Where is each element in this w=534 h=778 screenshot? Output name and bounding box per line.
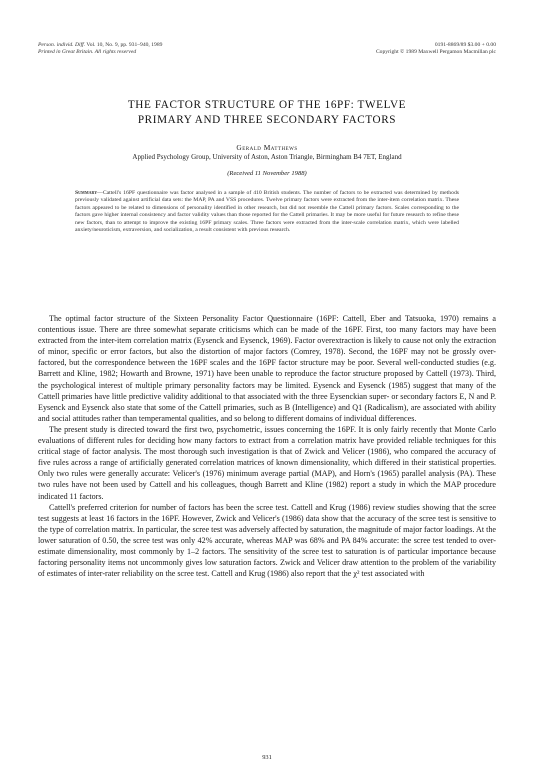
paper-title xyxy=(40,98,494,128)
body-paragraph-2: The present study is directed toward the first two, psychometric, issues concerning the 16PF. It is only fairly recently that Monte Carlo evaluations of different rules for deciding how many factors to extract from a correlation matrix have provided reliable techniques for this critical stage of factor analysis. The most thorough such investigation is that of Zwick and Velicer (1986), who compared the accuracy of five rules across a range of artificially generated correlation matrices of known dimensionality, which differed in their statistical properties. Only two rules were generally accurate: Velicer's (1976) minimum average partial (MAP), and Horn's (1965) parallel analysis (PA). These two rules have not been used by Cattell and his colleagues, though Barrett and Kline (1982) report a study in which the MAP procedure indicated 11 factors. xyxy=(38,424,496,501)
journal-volume: Vol. 10, No. 9, pp. 931–940, 1989 xyxy=(85,42,163,48)
printed-notice: Printed in Great Britain. All rights reserved xyxy=(38,49,137,55)
journal-header-right xyxy=(376,42,496,56)
body-paragraph-1: The optimal factor structure of the Sixteen Personality Factor Questionnaire (16PF: Cattell, Eber and Tatsuoka, 1970) remains a contentious issue. There are three somewhat separate criticisms which can be made of the 16PF. First, too many factors may have been extracted from the inter-item correlation matrix (Eysenck and Eysenck, 1969). Factor overextraction is likely to cause not only the extraction of minor, specific or error factors, but also the distortion of major factors (Comrey, 1978). Second, the 16PF may not be grossly over-factored, but the correspondence between the 16PF scales and the 16PF factor structure may be poor. Several well-conducted studies (e.g. Barrett and Kline, 1982; Howarth and Browne, 1971) have been unable to reproduce the factor structure proposed by Cattell (1973). Third, the psychological interest of multiple primary personality factors may be limited. Eysenck and Eysenck (1985) suggest that many of the Cattell primaries have little predictive validity additional to that associated with the three Eysenckian super- or secondary factors E, N and P. Eysenck and Eysenck also state that some of the Cattell primaries, such as B (Intelligence) and Q1 (Radicalism), are associated with ability and social attitudes rather than temperamental qualities, and so belong to different domains of individual differences. xyxy=(38,314,496,423)
author-affiliation: Applied Psychology Group, University of Aston, Aston Triangle, Birmingham B4 7ET, England xyxy=(132,153,402,161)
abstract-text: —Cattell's 16PF questionnaire was factor analysed in a sample of 410 British students. The number of factors to be extracted was determined by methods previously validated against artificial data sets: the MAP, PA and VSS procedures. Twelve primary factors were extracted from the inter-item correlation matrix. These factors appeared to be related to dimensions of personality identified in other research, but did not resemble the Cattell primary factors. Scales corresponding to the factors gave higher internal consistency and factor validity values than those reported for the Cattell primaries. It may be more useful for future research to refine these new factors, than to attempt to improve the existing 16PF primary scales. Three factors were extracted from the inter-scale correlation matrix, which were labelled anxiety/neuroticism, extraversion, and socialization, a result consistent with previous research. xyxy=(75,190,459,234)
issn-price: 0191-8869/89 $3.00 + 0.00 xyxy=(434,42,496,48)
received-date: (Received 11 November 1988) xyxy=(227,170,307,177)
journal-name: Person. individ. Diff. xyxy=(38,42,86,48)
journal-header-left xyxy=(38,42,162,56)
abstract-label: Summary xyxy=(75,190,98,196)
abstract xyxy=(75,190,459,234)
author-name: Gerald Matthews xyxy=(236,143,298,152)
title-line-2: PRIMARY AND THREE SECONDARY FACTORS xyxy=(137,114,397,126)
page-number: 931 xyxy=(262,754,272,761)
body-paragraph-3: Cattell's preferred criterion for number of factors has been the scree test. Cattell and Krug (1986) review studies showing that the scree test suggests at least 16 factors in the 16PF. However, Zwick and Velicer's (1986) data show that the accuracy of the scree test is sensitive to the type of correlation matrix. In particular, the scree test was adversely affected by saturation, the magnitude of major factor loadings. At the lower saturation of 0.50, the scree test was only 42% accurate, whereas MAP was 68% and PA 84% accurate: the scree test tended to over-estimate dimensionality, most commonly by 1–2 factors. The sensitivity of the scree test to saturation is of particular importance because factoring personality items not uncommonly gives low saturation factors. Zwick and Velicer draw attention to the problem of the variability of estimates of inter-rater reliability on the scree test. Cattell and Krug (1986) also report that the χ² test associated with xyxy=(38,502,496,579)
body-text xyxy=(38,313,496,579)
title-line-1: THE FACTOR STRUCTURE OF THE 16PF: TWELVE xyxy=(127,99,407,111)
copyright-notice: Copyright © 1989 Maxwell Pergamon Macmillan plc xyxy=(375,49,496,55)
